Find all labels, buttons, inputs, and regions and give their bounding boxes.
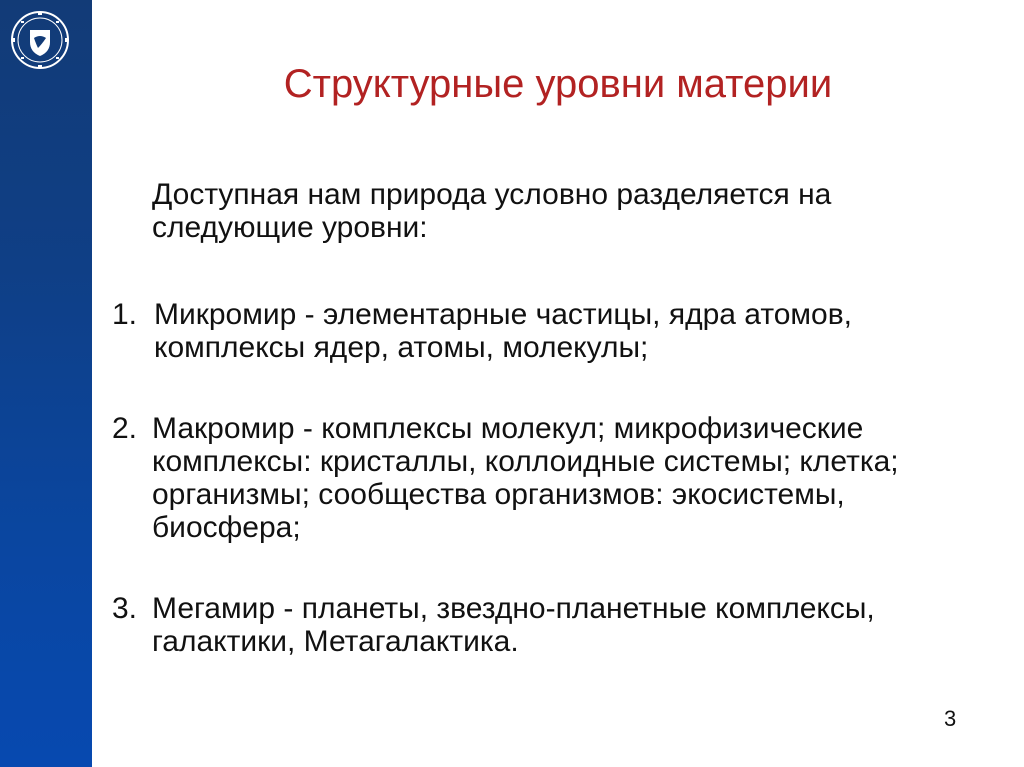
list-item-text: Микромир - элементарные частицы, ядра атомов, комплексы ядер, атомы, молекулы; [154, 298, 852, 364]
list-item-number: 2. [112, 412, 138, 445]
list-item-micromir [112, 298, 992, 364]
list-item-text: Мегамир - планеты, звездно-планетные комплексы, галактики, Метагалактика. [152, 592, 875, 658]
list-item-number: 3. [112, 592, 138, 625]
university-crest-icon [8, 8, 72, 72]
list-item-number: 1. [112, 298, 138, 331]
list-item-makromir [112, 412, 992, 544]
page-number: 3 [944, 706, 957, 731]
sidebar-band [0, 0, 92, 767]
list-item-text: Макромир - комплексы молекул; микрофизические комплексы: кристаллы, коллоидные системы; клетка; организмы; сообщества организмов: экосистемы, биосфера; [152, 412, 899, 544]
slide-title: Структурные уровни материи [283, 62, 833, 106]
list-item-megamir [112, 592, 992, 658]
intro-paragraph: Доступная нам природа условно разделяется на следующие уровни: [152, 178, 832, 244]
